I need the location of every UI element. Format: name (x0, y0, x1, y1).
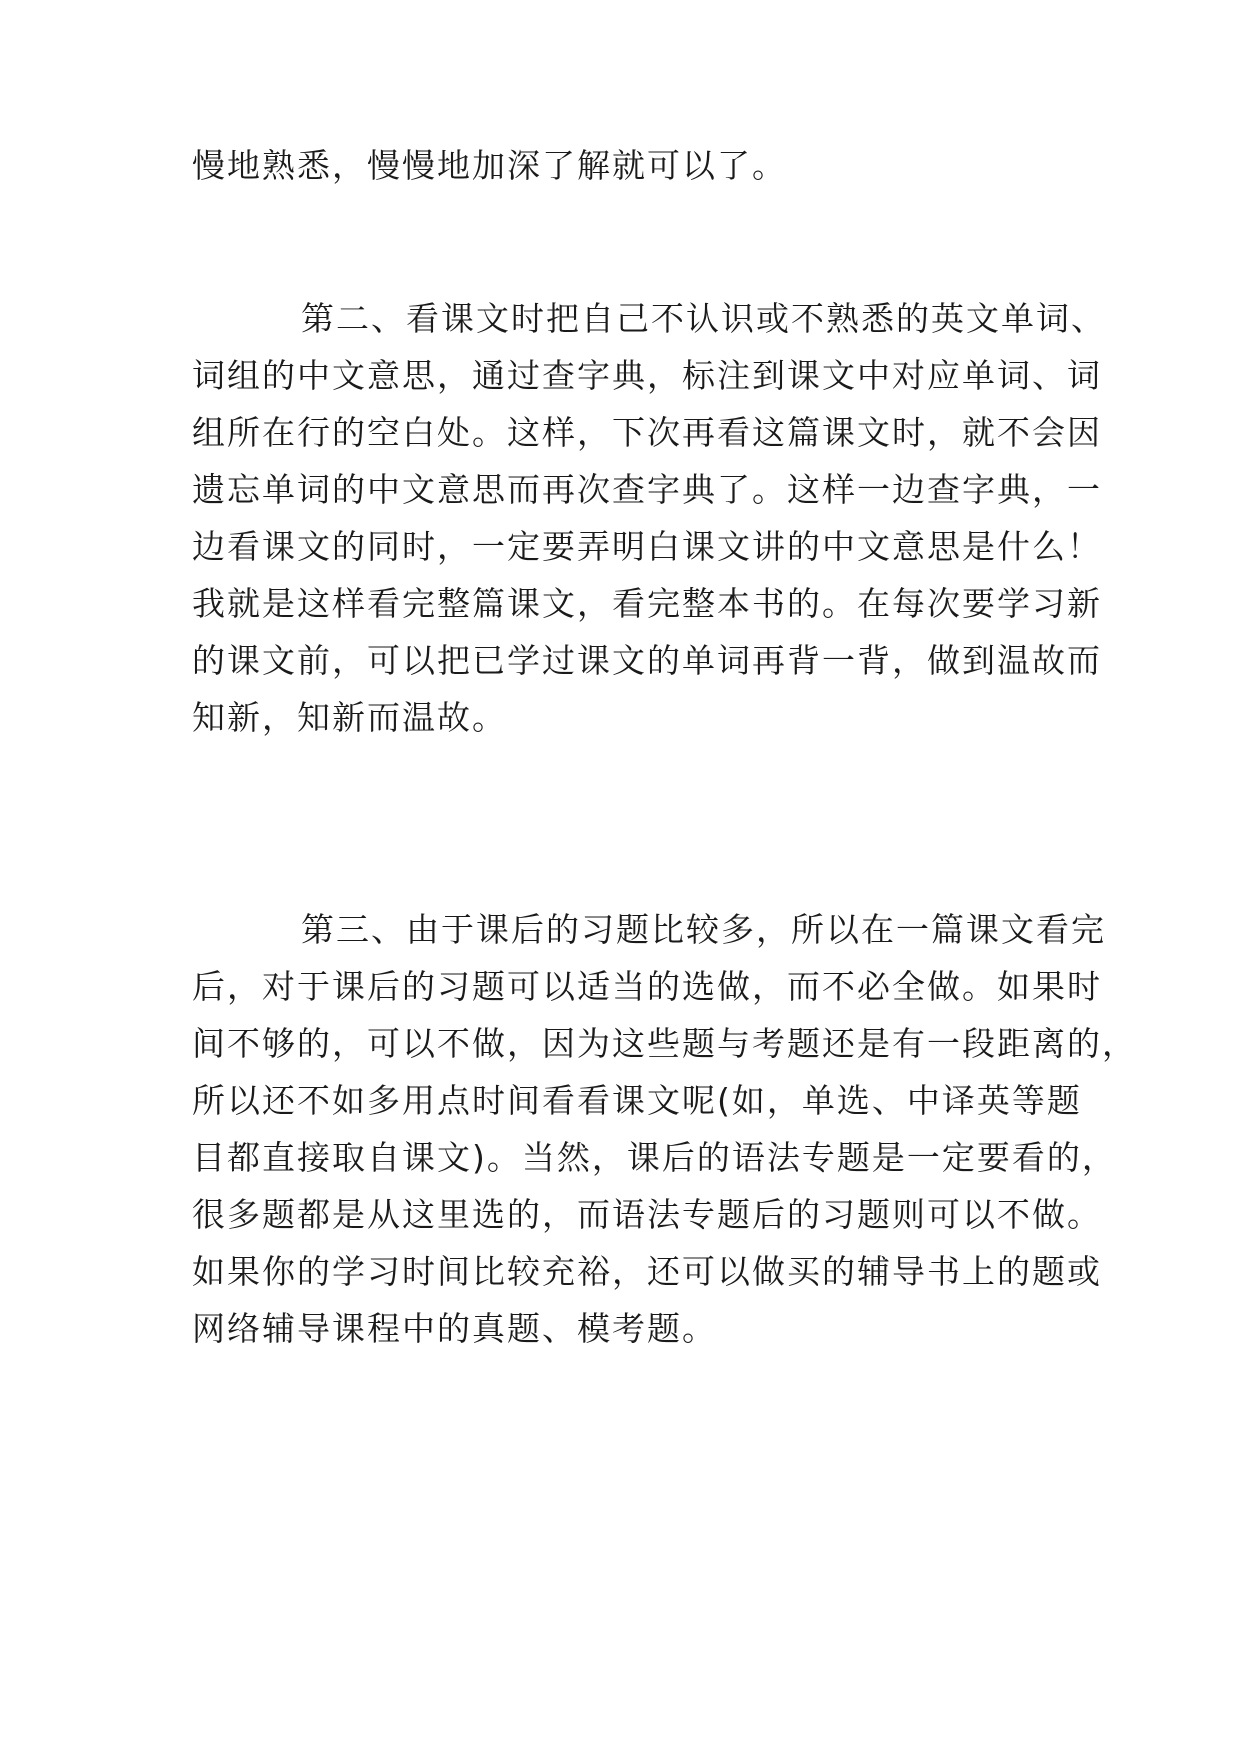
text-line: 如果你的学习时间比较充裕，还可以做买的辅导书上的题或 (192, 1252, 1102, 1291)
text-line: 边看课文的同时，一定要弄明白课文讲的中文意思是什么！ (192, 527, 1102, 566)
text-line: 很多题都是从这里选的，而语法专题后的习题则可以不做。 (192, 1195, 1102, 1234)
text-line: 遗忘单词的中文意思而再次查字典了。这样一边查字典，一 (192, 470, 1102, 509)
text-line: 间不够的，可以不做，因为这些题与考题还是有一段距离的， (192, 1024, 1137, 1063)
text-line: 目都直接取自课文)。当然，课后的语法专题是一定要看的， (192, 1138, 1117, 1177)
text-line: 组所在行的空白处。这样，下次再看这篇课文时，就不会因 (192, 413, 1102, 452)
text-line: 网络辅导课程中的真题、模考题。 (192, 1309, 717, 1348)
text-line: 我就是这样看完整篇课文，看完整本书的。在每次要学习新 (192, 584, 1102, 623)
text-line: 所以还不如多用点时间看看课文呢(如，单选、中译英等题 (192, 1081, 1082, 1120)
text-line: 第三、由于课后的习题比较多，所以在一篇课文看完 (301, 910, 1106, 949)
text-line: 第二、看课文时把自己不认识或不熟悉的英文单词、 (301, 299, 1106, 338)
text-line: 慢地熟悉，慢慢地加深了解就可以了。 (192, 146, 787, 185)
text-line: 词组的中文意思，通过查字典，标注到课文中对应单词、词 (192, 356, 1102, 395)
text-line: 知新，知新而温故。 (192, 698, 507, 737)
text-line: 的课文前，可以把已学过课文的单词再背一背，做到温故而 (192, 641, 1102, 680)
text-line: 后，对于课后的习题可以适当的选做，而不必全做。如果时 (192, 967, 1102, 1006)
